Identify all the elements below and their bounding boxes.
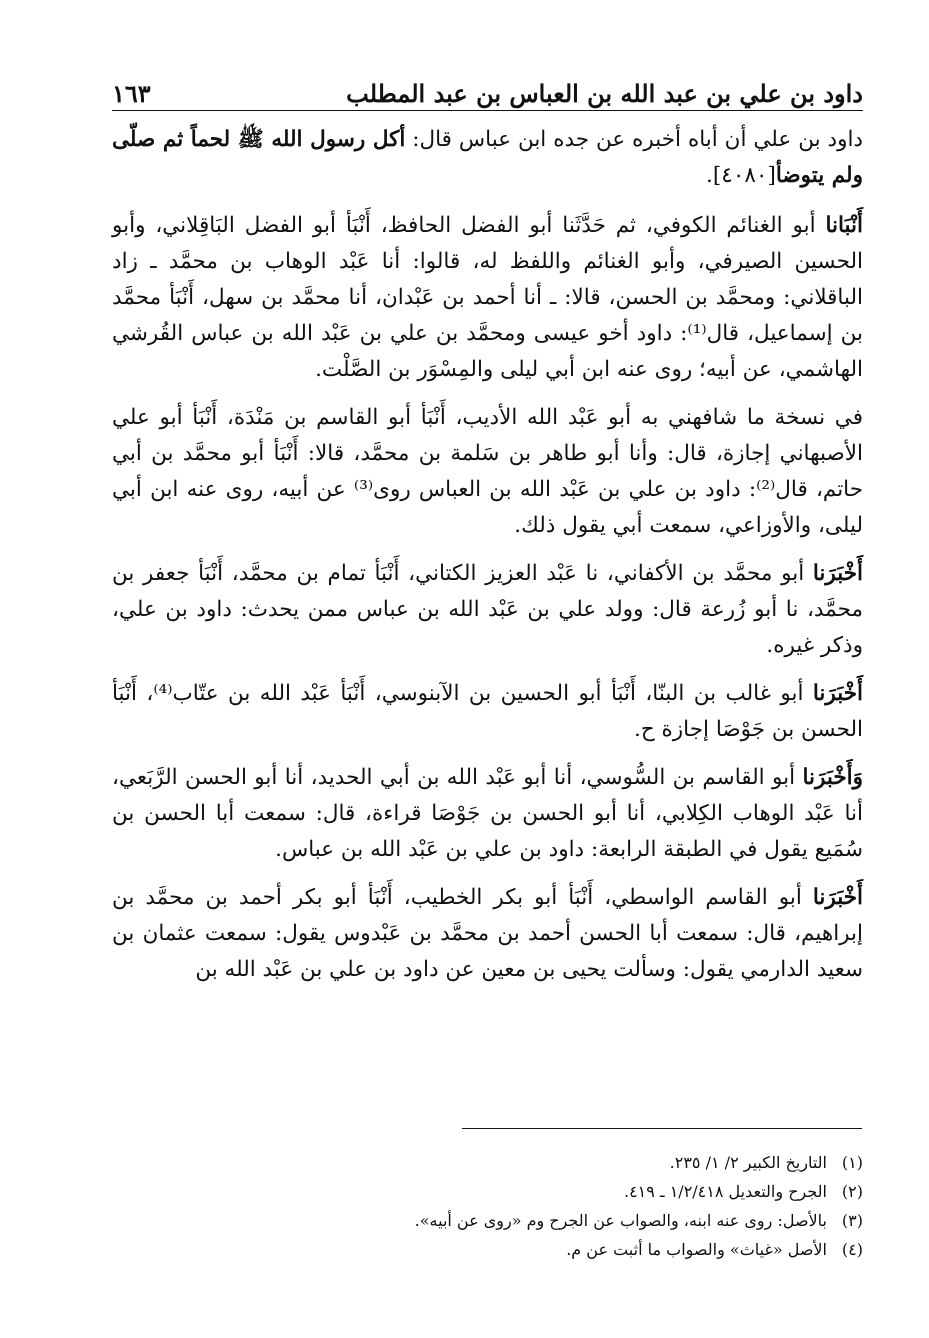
footnote-text: الأصل «غياث» والصواب ما أثبت عن م. [566,1240,827,1259]
paragraph [112,208,863,388]
paragraph-text: في نسخة ما شافهني به أبو عَبْد الله الأديب، أَنْبَأ أبو القاسم بن مَنْدَة، أَنْبَأ أبو علي الأصبهاني إجازة، قال: وأنا أبو طاهر بن سَلمة بن محمَّد، قالا: أَنْبَأ أبو محمَّد بن أبي حاتم، قال⁽²⁾: داود بن علي بن عَبْد الله بن العباس روى⁽³⁾ عن أبيه، روى عنه ابن أبي ليلى، والأوزاعي، سمعت أبي يقول ذلك. [112,405,864,538]
paragraph-text: أبو غالب بن البنّا، أَنْبَأ أبو الحسين بن الآبنوسي، أَنْبَأ عَبْد الله بن عتّاب⁽⁴⁾، أَنْبَأ الحسن بن جَوْصَا إجازة ح. [112,681,863,742]
paragraph-lead: أَخْبَرَنا [812,561,864,586]
hadith-highlight: أكل رسول الله ﷺ لحماً ثم صلّى ولم يتوضأ [112,127,863,188]
running-title: داود بن علي بن عبد الله بن العباس بن عبد المطلب [346,79,863,108]
footnote-number: (٣) [841,1211,863,1230]
page-header [112,66,863,108]
footnote [112,1206,863,1235]
page-number: ١٦٣ [112,79,151,108]
paragraph [112,122,863,194]
paragraph [112,880,863,988]
header-divider [112,110,863,111]
main-text [112,122,863,1000]
footnote [112,1177,863,1206]
footnote [112,1148,863,1177]
paragraph-text: أبو القاسم الواسطي، أَنْبَأ أبو بكر الخطيب، أَنْبَأ أبو بكر أحمد بن محمَّد بن إبراهيم، قال: سمعت أبا الحسن أحمد بن محمَّد بن عَبْدوس يقول: سمعت عثمان بن سعيد الدارمي يقول: وسألت يحيى بن معين عن داود بن علي بن عَبْد الله بن [112,885,863,982]
footnote-text: بالأصل: روى عنه ابنه، والصواب عن الجرح وم «روى عن أبيه». [414,1211,827,1230]
footnote-number: (٢) [841,1182,863,1201]
paragraph-lead: أَخْبَرَنا [812,885,863,910]
footnote-text: الجرح والتعديل ١/٢/٤١٨ ـ ٤١٩. [623,1182,827,1201]
paragraph [112,676,863,748]
paragraph-lead: أَنْبَانا [825,213,863,238]
paragraph-text: داود بن علي أن أباه أخبره عن جده ابن عباس قال: [405,127,863,152]
paragraph [112,556,863,664]
hadith-number: [٤٠٨٠]. [706,163,776,188]
paragraph-lead: أَخْبَرَنا [812,681,863,706]
paragraph-text: أبو الغنائم الكوفي، ثم حَدَّثَنا أبو الفضل الحافظ، أَنْبَأ أبو الفضل البَاقِلاني، وأبو الحسين الصيرفي، وأبو الغنائم واللفظ له، قالوا: أنا عَبْد الوهاب بن محمَّد ـ زاد الباقلاني: ومحمَّد بن الحسن، قالا: ـ أنا أحمد بن عَبْدان، أنا محمَّد بن سهل، أَنْبَأ محمَّد بن إسماعيل، قال⁽¹⁾: داود أخو عيسى ومحمَّد بن علي بن عَبْد الله بن عباس القُرشي الهاشمي، عن أبيه؛ روى عنه ابن أبي ليلى والمِسْوَر بن الصَّلْت. [112,213,863,382]
paragraph [112,400,863,544]
footnote-divider [462,1128,862,1129]
footnote-text: التاريخ الكبير ٢/ ١/ ٢٣٥. [669,1153,827,1172]
footnote [112,1235,863,1264]
paragraph-lead: وَأَخْبَرَنا [802,765,863,790]
paragraph-text: أبو القاسم بن السُّوسي، أنا أبو عَبْد الله بن أبي الحديد، أنا أبو الحسن الرَّبَعي، أنا عَبْد الوهاب الكِلابي، أنا أبو الحسن بن جَوْصَا قراءة، قال: سمعت أبا الحسن بن سُمَيع يقول في الطبقة الرابعة: داود بن علي بن عَبْد الله بن عباس. [112,765,863,862]
footnote-number: (٤) [841,1240,863,1259]
paragraph [112,760,863,868]
footnote-number: (١) [841,1153,863,1172]
footnotes [112,1148,863,1264]
paragraph-text: أبو محمَّد بن الأكفاني، نا عَبْد العزيز الكتاني، أَنْبَأ تمام بن محمَّد، أَنْبَأ جعفر بن محمَّد، نا أبو زُرعة قال: وولد علي بن عَبْد الله بن عباس ممن يحدث: داود بن علي، وذكر غيره. [112,561,863,658]
